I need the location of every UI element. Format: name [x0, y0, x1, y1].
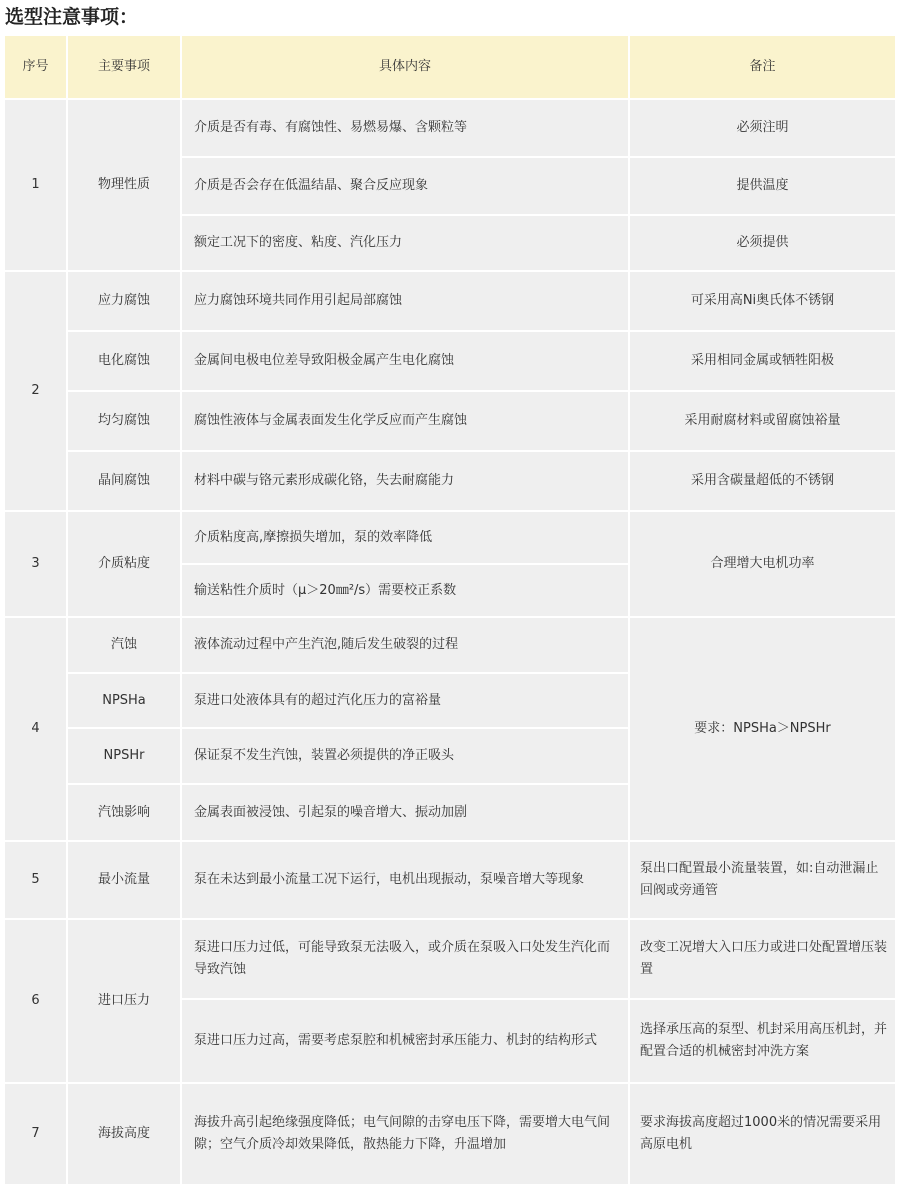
row-number: 3	[5, 512, 66, 616]
row-topic: NPSHa	[68, 674, 180, 727]
row-topic: 物理性质	[68, 100, 180, 270]
row-note: 必须提供	[630, 216, 895, 270]
row-content: 金属间电极电位差导致阳极金属产生电化腐蚀	[182, 332, 628, 390]
row-content: 腐蚀性液体与金属表面发生化学反应而产生腐蚀	[182, 392, 628, 450]
header-seq: 序号	[5, 36, 66, 98]
row-note: 要求：NPSHa＞NPSHr	[630, 618, 895, 840]
row-topic: 海拔高度	[68, 1084, 180, 1184]
row-topic: 汽蚀	[68, 618, 180, 672]
row-note: 采用耐腐材料或留腐蚀裕量	[630, 392, 895, 450]
row-content: 输送粘性介质时（μ＞20㎜²/s）需要校正系数	[182, 565, 628, 616]
row-content: 海拔升高引起绝缘强度降低；电气间隙的击穿电压下降，需要增大电气间隙；空气介质冷却效果降低，散热能力下降，升温增加	[182, 1084, 628, 1184]
row-note: 必须注明	[630, 100, 895, 156]
row-content: 额定工况下的密度、粘度、汽化压力	[182, 216, 628, 270]
row-content: 介质是否会存在低温结晶、聚合反应现象	[182, 158, 628, 214]
header-note: 备注	[630, 36, 895, 98]
row-topic: NPSHr	[68, 729, 180, 783]
row-topic: 应力腐蚀	[68, 272, 180, 330]
row-number: 2	[5, 272, 66, 510]
row-topic: 汽蚀影响	[68, 785, 180, 840]
row-content: 液体流动过程中产生汽泡,随后发生破裂的过程	[182, 618, 628, 672]
row-topic: 介质粘度	[68, 512, 180, 616]
header-content: 具体内容	[182, 36, 628, 98]
row-content: 材料中碳与铬元素形成碳化铬，失去耐腐能力	[182, 452, 628, 510]
row-number: 5	[5, 842, 66, 918]
row-content: 泵进口压力过低，可能导致泵无法吸入，或介质在泵吸入口处发生汽化而导致汽蚀	[182, 920, 628, 998]
row-number: 1	[5, 100, 66, 270]
row-content: 介质是否有毒、有腐蚀性、易燃易爆、含颗粒等	[182, 100, 628, 156]
row-topic: 均匀腐蚀	[68, 392, 180, 450]
row-note: 泵出口配置最小流量装置，如:自动泄漏止回阀或旁通管	[630, 842, 895, 918]
row-content: 金属表面被浸蚀、引起泵的噪音增大、振动加剧	[182, 785, 628, 840]
page-title: 选型注意事项：	[5, 6, 139, 28]
row-note: 提供温度	[630, 158, 895, 214]
row-content: 应力腐蚀环境共同作用引起局部腐蚀	[182, 272, 628, 330]
row-topic: 进口压力	[68, 920, 180, 1082]
row-content: 介质粘度高,摩擦损失增加，泵的效率降低	[182, 512, 628, 563]
row-topic: 电化腐蚀	[68, 332, 180, 390]
row-topic: 最小流量	[68, 842, 180, 918]
row-note: 合理增大电机功率	[630, 512, 895, 616]
row-note: 采用相同金属或牺牲阳极	[630, 332, 895, 390]
row-content: 泵进口压力过高，需要考虑泵腔和机械密封承压能力、机封的结构形式	[182, 1000, 628, 1082]
row-content: 泵在未达到最小流量工况下运行，电机出现振动，泵噪音增大等现象	[182, 842, 628, 918]
row-note: 选择承压高的泵型、机封采用高压机封，并配置合适的机械密封冲洗方案	[630, 1000, 895, 1082]
row-number: 4	[5, 618, 66, 840]
row-note: 采用含碳量超低的不锈钢	[630, 452, 895, 510]
row-number: 7	[5, 1084, 66, 1184]
row-number: 6	[5, 920, 66, 1082]
row-note: 可采用高Ni奥氏体不锈钢	[630, 272, 895, 330]
row-content: 泵进口处液体具有的超过汽化压力的富裕量	[182, 674, 628, 727]
row-note: 要求海拔高度超过1000米的情况需要采用高原电机	[630, 1084, 895, 1184]
row-topic: 晶间腐蚀	[68, 452, 180, 510]
row-note: 改变工况增大入口压力或进口处配置增压装置	[630, 920, 895, 998]
header-topic: 主要事项	[68, 36, 180, 98]
row-content: 保证泵不发生汽蚀，装置必须提供的净正吸头	[182, 729, 628, 783]
